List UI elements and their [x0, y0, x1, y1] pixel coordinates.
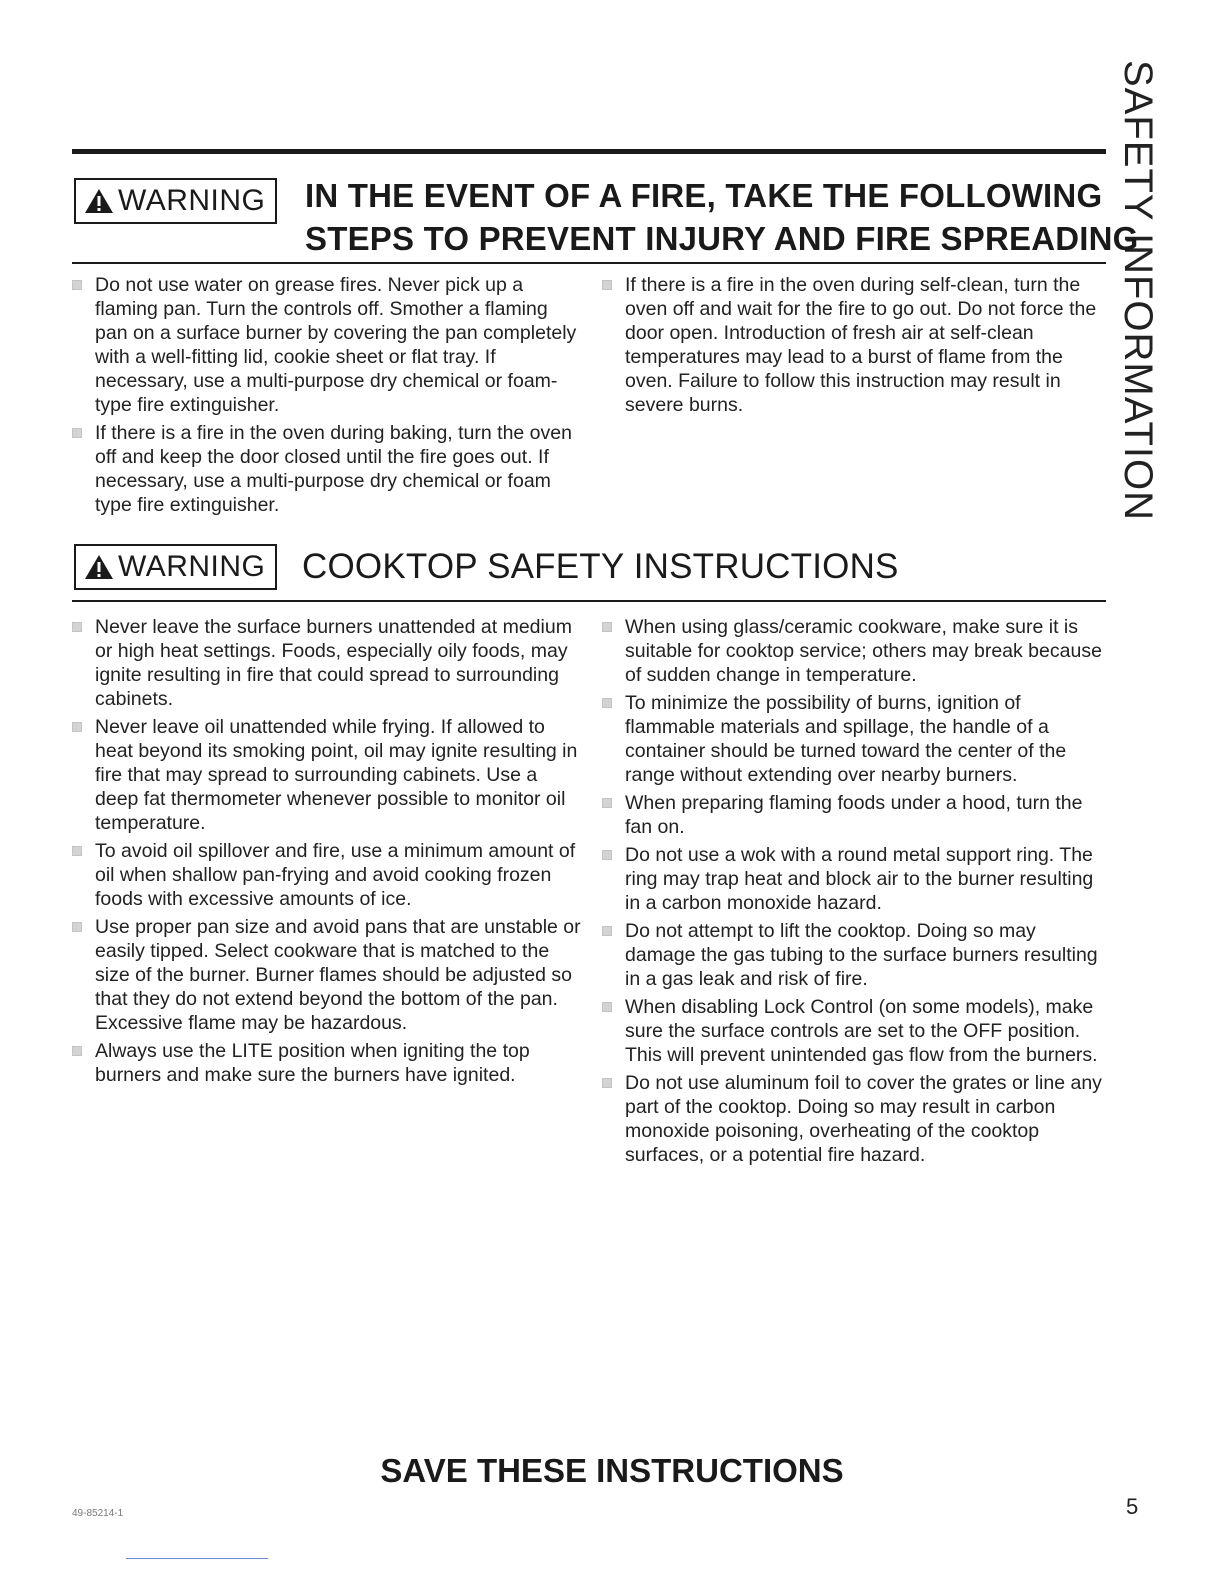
side-tab-label: SAFETY INFORMATION — [1116, 60, 1160, 521]
list-item-text: If there is a fire in the oven during self-clean, turn the oven off and wait for the fire to go out. Do not force the door open. Introduction of fresh air at self-clean temperatures may lead to a burst of flame from the oven. Failure to follow this instruction may result in severe burns. — [625, 274, 1097, 416]
list-item — [602, 1071, 1108, 1167]
bullet-square-icon — [602, 798, 612, 808]
bullet-square-icon — [72, 922, 82, 932]
bullet-square-icon — [72, 846, 82, 856]
bullet-square-icon — [602, 698, 612, 708]
section2-heading: COOKTOP SAFETY INSTRUCTIONS — [302, 547, 899, 586]
bullet-square-icon — [72, 428, 82, 438]
list-item-text: Do not use aluminum foil to cover the grates or line any part of the cooktop. Doing so may result in carbon monoxide poisoning, overheating of the cooktop surfaces, or a potential fire hazard. — [625, 1072, 1102, 1166]
bullet-square-icon — [602, 280, 612, 290]
list-item — [72, 915, 584, 1035]
bullet-square-icon — [602, 850, 612, 860]
list-item — [72, 615, 584, 711]
bullet-square-icon — [72, 1046, 82, 1056]
bottom-underline — [126, 1558, 268, 1559]
list-item-text: To avoid oil spillover and fire, use a minimum amount of oil when shallow pan-frying and avoid cooking frozen foods with excessive amounts of ice. — [95, 840, 576, 910]
list-item — [72, 1039, 584, 1087]
warning-triangle-icon — [84, 188, 114, 214]
section1-heading-line2: STEPS TO PREVENT INJURY AND FIRE SPREADING — [305, 220, 1139, 257]
page-number: 5 — [1126, 1494, 1139, 1519]
section1-warning-badge — [74, 178, 277, 224]
list-item — [602, 919, 1108, 991]
list-item — [602, 843, 1108, 915]
section2-bottom-rule — [72, 600, 1106, 602]
list-item-text: If there is a fire in the oven during baking, turn the oven off and keep the door closed until the fire goes out. If necessary, use a multi-purpose dry chemical or foam type fire extinguisher. — [95, 422, 572, 516]
bullet-square-icon — [602, 926, 612, 936]
list-item-text: When disabling Lock Control (on some models), make sure the surface controls are set to the OFF position. This will prevent unintended gas flow from the burners. — [625, 996, 1098, 1066]
bullet-square-icon — [602, 1078, 612, 1088]
section2-warning-label: WARNING — [118, 550, 266, 583]
section1-left-list — [72, 273, 584, 521]
list-item-text: Do not attempt to lift the cooktop. Doing so may damage the gas tubing to the surface burners resulting in a gas leak and risk of fire. — [625, 920, 1098, 990]
section1-top-rule — [72, 149, 1106, 154]
list-item-text: To minimize the possibility of burns, ignition of flammable materials and spillage, the handle of a container should be turned toward the center of the range without extending over nearby burners. — [625, 692, 1067, 786]
side-tab — [1112, 60, 1164, 521]
warning-triangle-icon — [84, 554, 114, 580]
list-item-text: Never leave the surface burners unattended at medium or high heat settings. Foods, especially oily foods, may ignite resulting in fire that could spread to surrounding cabinets. — [95, 616, 572, 710]
list-item — [72, 421, 584, 517]
bullet-square-icon — [602, 622, 612, 632]
section1-warning-label: WARNING — [118, 184, 266, 217]
section1-heading-line1: IN THE EVENT OF A FIRE, TAKE THE FOLLOWING — [305, 177, 1103, 214]
list-item-text: Do not use a wok with a round metal support ring. The ring may trap heat and block air to the burner resulting in a carbon monoxide hazard. — [625, 844, 1094, 914]
bullet-square-icon — [72, 622, 82, 632]
section1-right-list — [602, 273, 1108, 421]
section2-left-list — [72, 615, 584, 1091]
list-item-text: Do not use water on grease fires. Never pick up a flaming pan. Turn the controls off. Smother a flaming pan on a surface burner by covering the pan completely with a well-fitting lid, cookie sheet or flat tray. If necessary, use a multi-purpose dry chemical or foam-type fire extinguisher. — [95, 274, 577, 416]
list-item — [602, 615, 1108, 687]
list-item-text: Use proper pan size and avoid pans that are unstable or easily tipped. Select cookware that is matched to the size of the burner. Burner flames should be adjusted so that they do not extend beyond the bottom of the pan. Excessive flame may be hazardous. — [95, 916, 581, 1034]
bullet-square-icon — [72, 280, 82, 290]
list-item — [602, 791, 1108, 839]
list-item — [602, 691, 1108, 787]
list-item — [602, 273, 1108, 417]
list-item — [72, 839, 584, 911]
list-item — [72, 273, 584, 417]
bullet-square-icon — [72, 722, 82, 732]
list-item-text: When preparing flaming foods under a hood, turn the fan on. — [625, 792, 1083, 838]
bullet-square-icon — [602, 1002, 612, 1012]
list-item-text: Always use the LITE position when igniting the top burners and make sure the burners have ignited. — [95, 1040, 530, 1086]
list-item — [72, 715, 584, 835]
document-number: 49-85214-1 — [72, 1508, 124, 1519]
list-item-text: Never leave oil unattended while frying. If allowed to heat beyond its smoking point, oil may ignite resulting in fire that may spread to surrounding cabinets. Use a deep fat thermometer whenever possible to monitor oil temperature. — [95, 716, 578, 834]
section2-right-list — [602, 615, 1108, 1171]
save-instructions-title: SAVE THESE INSTRUCTIONS — [380, 1452, 844, 1489]
section1-bottom-rule — [72, 262, 1106, 264]
list-item — [602, 995, 1108, 1067]
section2-warning-badge — [74, 544, 277, 590]
list-item-text: When using glass/ceramic cookware, make sure it is suitable for cooktop service; others may break because of sudden change in temperature. — [625, 616, 1102, 686]
